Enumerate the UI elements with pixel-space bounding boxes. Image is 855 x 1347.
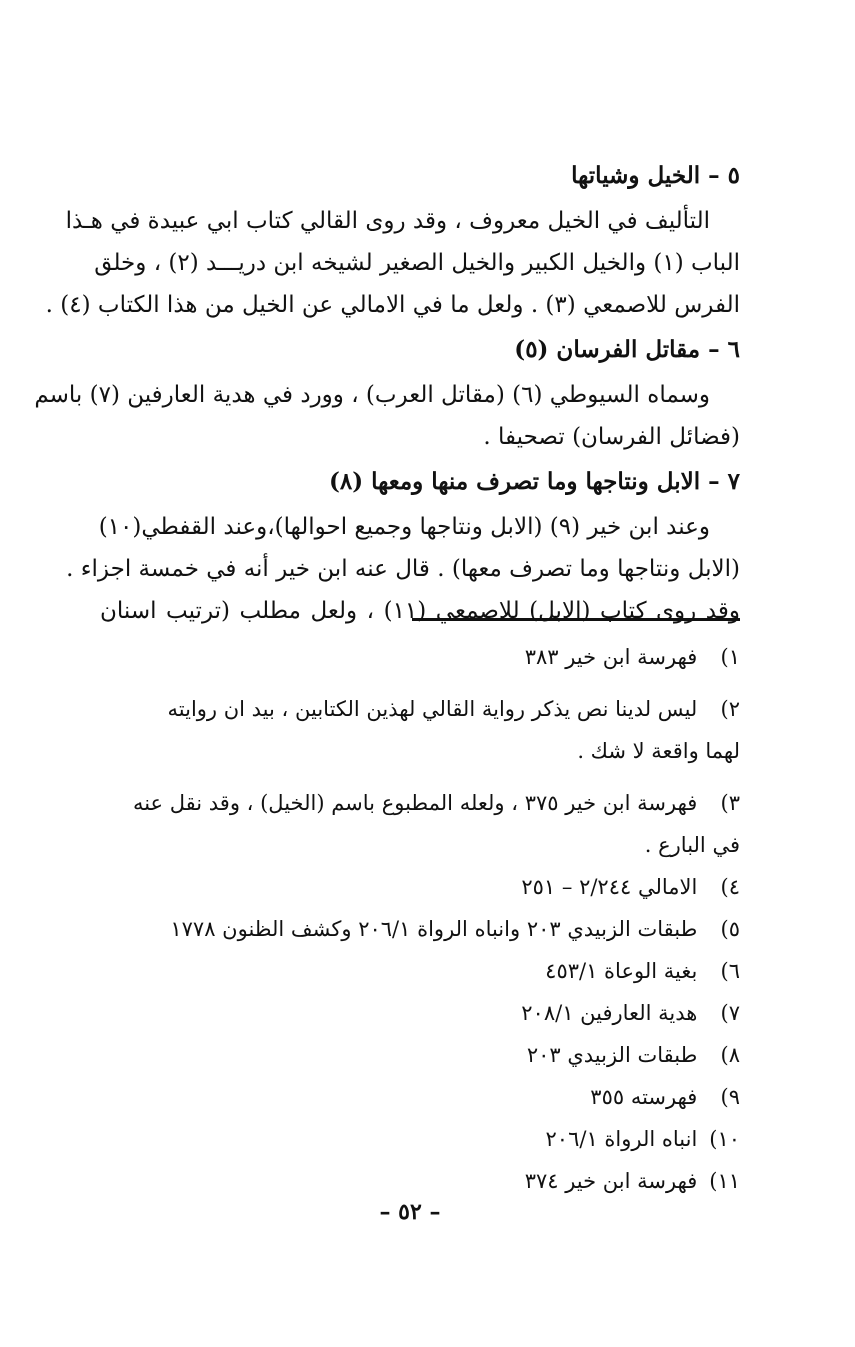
footnote-number: ٩) (720, 1085, 740, 1109)
footnote-continuation: لهما واقعة لا شك . (577, 739, 740, 763)
footnote-text: فهرسته ٣٥٥ (590, 1085, 698, 1109)
footnote-item (70, 950, 740, 992)
footnote-divider (412, 618, 740, 621)
paragraph-line: الفرس للاصمعي (٣) . ولعل ما في الامالي عن الخيل من هذا الكتاب (٤) . (45, 292, 740, 318)
footnote-text: فهرسة ابن خير ٣٨٣ (524, 645, 698, 669)
page-number: – ٥٢ – (379, 1199, 441, 1225)
section-heading-7: ٧ – الابل ونتاجها وما تصرف منها ومعها (٨) (329, 468, 740, 495)
footnote-item (70, 1076, 740, 1118)
main-text (34, 152, 740, 632)
footnote-item (70, 636, 740, 678)
footnote-item (70, 688, 740, 730)
footnote-item (70, 782, 740, 824)
footnote-item (70, 1118, 740, 1160)
footnote-item (70, 1034, 740, 1076)
footnote-number: ٥) (720, 917, 740, 941)
paragraph-line: الباب (١) والخيل الكبير والخيل الصغير لشيخه ابن دريـــد (٢) ، وخلق (94, 250, 740, 276)
footnote-text: الامالي ٢/٢٤٤ – ٢٥١ (521, 875, 698, 899)
paragraph-line: وسماه السيوطي (٦) (مقاتل العرب) ، وورد في هدية العارفين (٧) باسم (34, 382, 710, 408)
footnote-number: ١٠) (709, 1127, 740, 1151)
footnote-number: ٨) (720, 1043, 740, 1067)
footnote-text: فهرسة ابن خير ٣٧٤ (524, 1169, 698, 1193)
footnote-number: ٣) (720, 791, 740, 815)
footnote-text: انباه الرواة ٢٠٦/١ (545, 1127, 698, 1151)
footnote-number: ٧) (720, 1001, 740, 1025)
footnote-number: ١١) (709, 1169, 740, 1193)
paragraph-line: وقد روى كتاب (الابل) للاصمعي (١١) ، ولعل مطلب (ترتيب اسنان (100, 598, 740, 624)
footnote-number: ٤) (720, 875, 740, 899)
footnote-text: هدية العارفين ٢٠٨/١ (521, 1001, 698, 1025)
paragraph-line: وعند ابن خير (٩) (الابل ونتاجها وجميع احوالها)،وعند القفطي(١٠) (98, 514, 710, 540)
section-heading-5: ٥ – الخيل وشياتها (571, 162, 740, 189)
section-heading-6: ٦ – مقاتل الفرسان (٥) (514, 336, 740, 363)
footnotes (70, 636, 740, 1202)
footnote-text: طبقات الزبيدي ٢٠٣ (526, 1043, 698, 1067)
footnote-number: ٦) (720, 959, 740, 983)
footnote-text: ليس لدينا نص يذكر رواية القالي لهذين الكتابين ، بيد ان روايته (167, 697, 698, 721)
paragraph-line: (فضائل الفرسان) تصحيفا . (483, 424, 740, 450)
footnote-text: بغية الوعاة ٤٥٣/١ (545, 959, 698, 983)
footnote-number: ٢) (720, 697, 740, 721)
paragraph-line: (الابل ونتاجها وما تصرف معها) . قال عنه ابن خير أنه في خمسة اجزاء . (66, 556, 740, 582)
footnote-text: فهرسة ابن خير ٣٧٥ ، ولعله المطبوع باسم (الخيل) ، وقد نقل عنه (132, 791, 698, 815)
footnote-continuation: في البارع . (644, 833, 740, 857)
footnote-text: طبقات الزبيدي ٢٠٣ وانباه الرواة ٢٠٦/١ وكشف الظنون ١٧٧٨ (170, 917, 698, 941)
footnote-number: ١) (720, 645, 740, 669)
paragraph-line: التأليف في الخيل معروف ، وقد روى القالي كتاب ابي عبيدة في هـذا (65, 208, 710, 234)
footnote-item (70, 992, 740, 1034)
footnote-item (70, 908, 740, 950)
footnote-item (70, 866, 740, 908)
